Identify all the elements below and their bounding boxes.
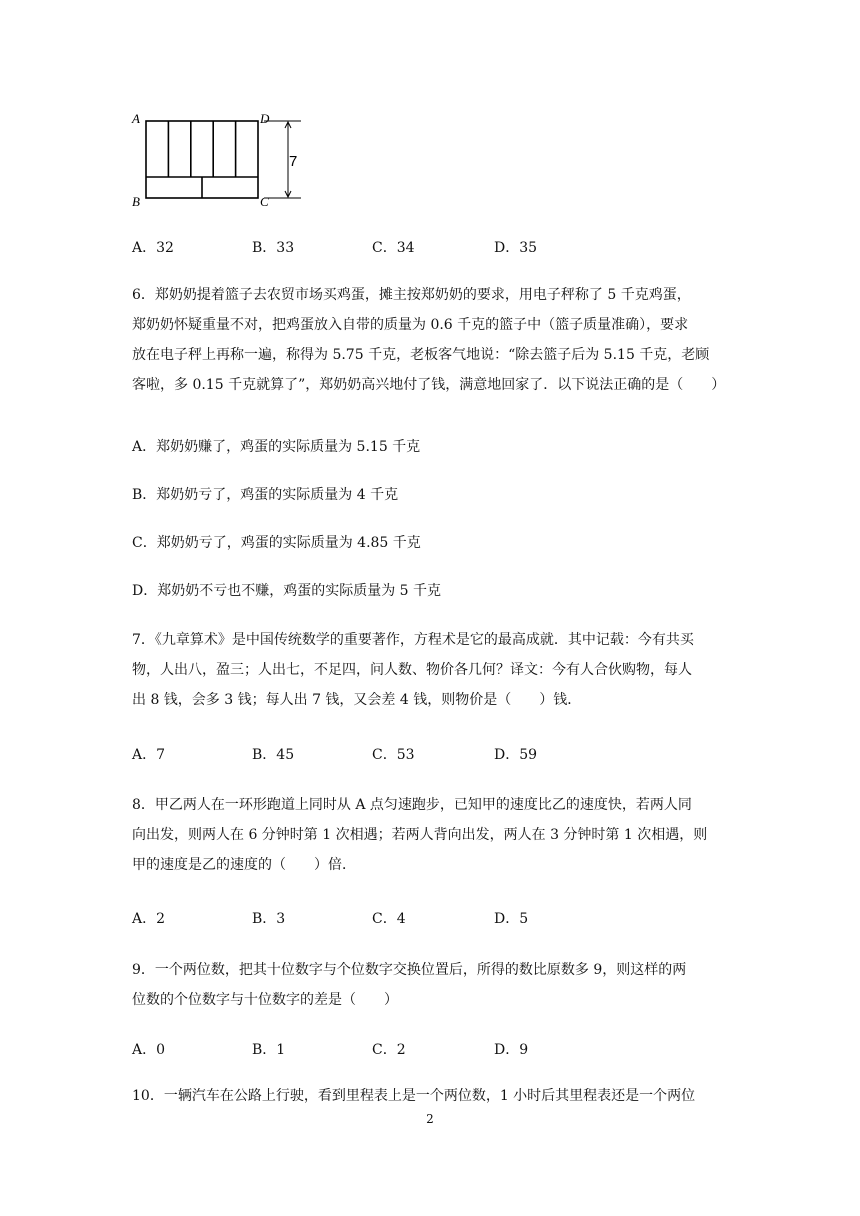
q9-option-c[interactable]: C．2 bbox=[372, 1042, 406, 1058]
q8-option-c[interactable]: C．4 bbox=[372, 911, 406, 927]
q6-line: 郑奶奶怀疑重量不对，把鸡蛋放入自带的质量为 0.6 千克的篮子中（篮子质量准确），要求 bbox=[132, 317, 689, 333]
q5-option-b[interactable]: B．33 bbox=[252, 240, 295, 256]
q9-option-d[interactable]: D．9 bbox=[494, 1042, 529, 1058]
rectangle-diagram bbox=[126, 108, 306, 212]
page-number: 2 bbox=[426, 1112, 434, 1126]
q8-option-a[interactable]: A．2 bbox=[132, 911, 166, 927]
q8-line: 向出发，则两人在 6 分钟时第 1 次相遇；若两人背向出发，两人在 3 分钟时第 1 次相遇，则 bbox=[132, 827, 708, 843]
label-b: B bbox=[132, 194, 140, 209]
q10-line: 10．一辆汽车在公路上行驶，看到里程表上是一个两位数，1 小时后其里程表还是一个两位 bbox=[132, 1088, 696, 1104]
q7-line: 出 8 钱，会多 3 钱；每人出 7 钱，又会差 4 钱，则物价是（ ）钱． bbox=[132, 692, 582, 708]
q9-option-a[interactable]: A．0 bbox=[132, 1042, 166, 1058]
q7-line: 物，人出八，盈三；人出七，不足四，问人数、物价各几何？译文：今有人合伙购物，每人 bbox=[132, 662, 692, 678]
q6-option-b[interactable]: B．郑奶奶亏了，鸡蛋的实际质量为 4 千克 bbox=[132, 487, 399, 503]
q9-line: 位数的个位数字与十位数字的差是（ ） bbox=[132, 992, 398, 1008]
q8-option-b[interactable]: B．3 bbox=[252, 911, 286, 927]
label-c: C bbox=[260, 194, 269, 209]
q7-option-c[interactable]: C．53 bbox=[372, 747, 415, 763]
q7-stem bbox=[132, 625, 732, 715]
q6-option-a[interactable]: A．郑奶奶赚了，鸡蛋的实际质量为 5.15 千克 bbox=[132, 439, 421, 455]
q7-option-a[interactable]: A．7 bbox=[132, 747, 166, 763]
q7-option-b[interactable]: B．45 bbox=[252, 747, 295, 763]
q6-line: 放在电子秤上再称一遍，称得为 5.75 千克，老板客气地说：“除去篮子后为 5.15 千克，老顾 bbox=[132, 347, 710, 363]
q8-line: 8．甲乙两人在一环形跑道上同时从 A 点匀速跑步，已知甲的速度比乙的速度快，若两人同 bbox=[132, 797, 692, 813]
q8-option-d[interactable]: D．5 bbox=[494, 911, 529, 927]
q5-option-d[interactable]: D．35 bbox=[494, 240, 538, 256]
q8-line: 甲的速度是乙的速度的（ ）倍． bbox=[132, 857, 356, 873]
q6-line: 客啦，多 0.15 千克就算了”，郑奶奶高兴地付了钱，满意地回家了．以下说法正确的是（ ） bbox=[132, 377, 726, 393]
q6-option-d[interactable]: D．郑奶奶不亏也不赚，鸡蛋的实际质量为 5 千克 bbox=[132, 583, 442, 599]
label-height: 7 bbox=[289, 153, 298, 170]
q5-option-c[interactable]: C．34 bbox=[372, 240, 415, 256]
q6-stem bbox=[132, 280, 732, 400]
q8-stem bbox=[132, 790, 732, 880]
q9-line: 9．一个两位数，把其十位数字与个位数字交换位置后，所得的数比原数多 9，则这样的两 bbox=[132, 962, 687, 978]
rectangle-figure bbox=[126, 108, 306, 212]
label-d: D bbox=[260, 111, 270, 126]
q5-option-a[interactable]: A．32 bbox=[132, 240, 174, 256]
q7-option-d[interactable]: D．59 bbox=[494, 747, 538, 763]
q9-option-b[interactable]: B．1 bbox=[252, 1042, 286, 1058]
q9-stem bbox=[132, 955, 732, 1015]
q7-line: 7．《九章算术》是中国传统数学的重要著作，方程术是它的最高成就．其中记载：今有共买 bbox=[132, 632, 694, 648]
q6-option-c[interactable]: C．郑奶奶亏了，鸡蛋的实际质量为 4.85 千克 bbox=[132, 535, 421, 551]
q6-line: 6．郑奶奶提着篮子去农贸市场买鸡蛋，摊主按郑奶奶的要求，用电子秤称了 5 千克鸡蛋， bbox=[132, 287, 691, 303]
label-a: A bbox=[132, 111, 140, 126]
